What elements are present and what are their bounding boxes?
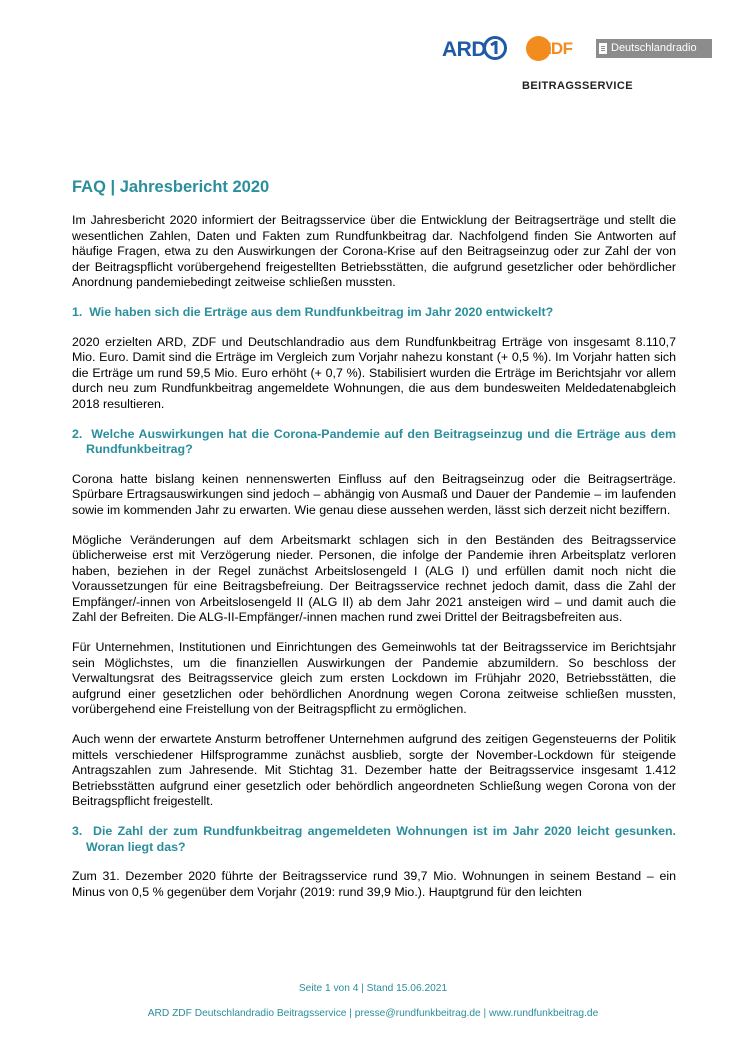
question-3: 3. Die Zahl der zum Rundfunkbeitrag angemeldeten Wohnungen ist im Jahr 2020 leicht gesunken. Woran liegt das? [72,824,676,854]
answer-2-paragraph-3: Für Unternehmen, Institutionen und Einrichtungen des Gemeinwohls tat der Beitragsservice im Berichtsjahr sein Möglichstes, um die finanziellen Auswirkungen der Pandemie abzumildern. So beschloss der Verwaltungsrat des Beitragsservice gleich zum ersten Lockdown im Frühjahr 2020, Betriebsstätten, die aufgrund einer gesetzlichen oder behördlichen Anordnung wegen Corona zeitweise schließen mussten, vorübergehend eine Freistellung von der Beitragspflicht zu ermöglichen. [72,640,676,717]
question-1: 1. Wie haben sich die Erträge aus dem Rundfunkbeitrag im Jahr 2020 entwickelt? [72,304,554,319]
page-footer-status: Seite 1 von 4 | Stand 15.06.2021 [298,983,448,994]
intro-paragraph: Im Jahresbericht 2020 informiert der Beitragsservice über die Entwicklung der Beitragserträge und stellt die wesentlichen Zahlen, Daten und Fakten zum Rundfunkbeitrag dar. Nachfolgend finden Sie Antworten auf häufige Fragen, etwa zu den Auswirkungen der Corona-Krise auf den Beitragseinzug oder zur Zahl der von der Beitragspflicht vorübergehend freigestellten Betriebsstätten, die aufgrund gesetzlicher oder behördlicher Anordnung pandemiebedingt zeitweise schließen mussten. [72,213,676,290]
deutschlandradio-label: Deutschlandradio [611,42,697,54]
answer-2-paragraph-4: Auch wenn der erwartete Ansturm betroffener Unternehmen aufgrund des zeitigen Gegensteuerns der Politik mittels verschiedener Hilfsprogramme zunächst ausblieb, sorgte der November-Lockdown für steigende Antragszahlen zum Jahresende. Mit Stichtag 31. Dezember hatte der Beitragsservice insgesamt 1.412 Betriebsstätten aufgrund einer gesetzlich oder behördlich angeordneten Schließung wegen Corona von der Beitragspflicht freigestellt. [72,732,676,809]
deutschlandradio-logo [596,39,712,58]
document-body [72,177,676,900]
ard-logo: ARD [442,38,486,61]
broadcaster-logos [437,36,713,66]
zdf-logo: ZDF [541,39,573,58]
ard-one-icon [483,36,507,60]
answer-1: 2020 erzielten ARD, ZDF und Deutschlandradio aus dem Rundfunkbeitrag Erträge von insgesamt 8.110,7 Mio. Euro. Damit sind die Erträge im Vergleich zum Vorjahr nahezu konstant (+ 0,5 %). Im Vorjahr hatten sich die Erträge um rund 59,5 Mio. Euro erhöht (+ 0,7 %). Stabilisiert wurden die Erträge im Berichtsjahr vor allem durch neu zum Rundfunkbeitrag angemeldete Wohnungen, die aus dem bundesweiten Meldedatenabgleich 2018 resultieren. [72,334,676,411]
answer-3: Zum 31. Dezember 2020 führte der Beitragsservice rund 39,7 Mio. Wohnungen in seinem Bestand – ein Minus von 0,5 % gegenüber dem Vorjahr (2019: rund 39,9 Mio.). Hauptgrund für den leichten [72,869,676,899]
page-footer-contact: ARD ZDF Deutschlandradio Beitragsservice | presse@rundfunkbeitrag.de | www.rundfunkbeitrag.de [147,1008,599,1019]
beitragsservice-label: BEITRAGSSERVICE [522,80,633,92]
answer-2-paragraph-2: Mögliche Veränderungen auf dem Arbeitsmarkt schlagen sich in den Beständen des Beitragsservice üblicherweise erst mit Verzögerung nieder. Personen, die infolge der Pandemie ihren Arbeitsplatz verloren haben, beziehen in der Regel zunächst Arbeitslosengeld I (ALG I) und erfüllen damit noch nicht die Voraussetzungen für eine Beitragsbefreiung. Der Beitragsservice rechnet jedoch damit, dass die Zahl der Empfänger/-innen von Arbeitslosengeld II (ALG II) ab dem Jahr 2021 ansteigen wird – und damit auch die Zahl der Befreiten. Die ALG-II-Empfänger/-innen machen rund zwei Drittel der Beitragsbefreiten aus. [72,532,676,625]
question-2: 2. Welche Auswirkungen hat die Corona-Pandemie auf den Beitragseinzug und die Erträge aus dem Rundfunkbeitrag? [72,426,676,457]
document-icon [599,43,607,54]
page-title: FAQ | Jahresbericht 2020 [72,178,270,196]
answer-2-paragraph-1: Corona hatte bislang keinen nennenswerten Einfluss auf den Beitragseinzug oder die Beitragserträge. Spürbare Ertragsauswirkungen sind jedoch – abhängig von Ausmaß und Dauer der Pandemie – im laufenden sowie im kommenden Jahr zu erwarten. Wie genau diese aussehen werden, lässt sich derzeit nicht beziffern. [72,471,676,517]
